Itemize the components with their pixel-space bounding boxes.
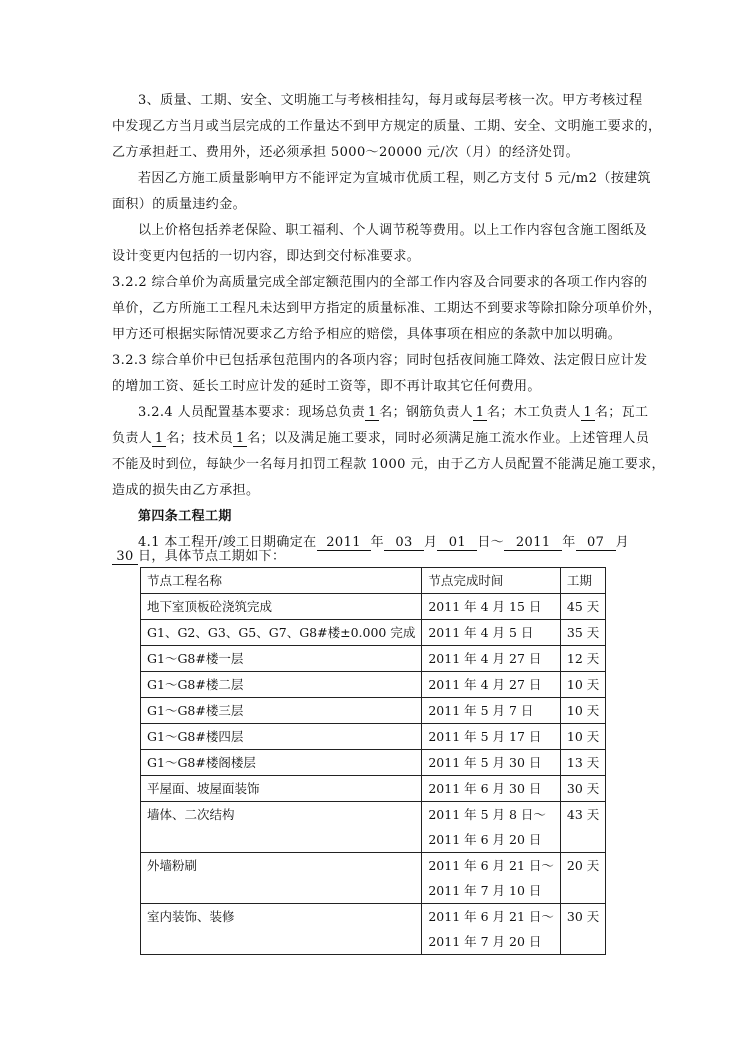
sched-text-month2: 月 (615, 535, 630, 550)
start-day: 01 (437, 536, 477, 551)
para-staffing-line4: 造成的损失由乙方承担。 (112, 483, 260, 498)
para-3-2-2-line2: 单价，乙方所施工工程凡未达到甲方指定的质量标准、工期达不到要求等除扣除分项单价外， (112, 301, 662, 316)
duration-cell: 10 天 (560, 672, 605, 698)
staffing-total-count: 1 (365, 406, 379, 421)
para-quality-penalty-line2: 中发现乙方当月或当层完成的工作量达不到甲方规定的质量、工期、安全、文明施工要求的， (112, 119, 662, 134)
table-row (141, 853, 606, 904)
end-month: 07 (576, 536, 616, 551)
para-staffing-line1 (138, 405, 649, 421)
para-staffing-line2 (112, 431, 650, 447)
staffing-text-c: 名；瓦工 (594, 405, 649, 420)
duration-cell: 35 天 (560, 620, 605, 646)
finish-time-cell: 2011 年 4 月 15 日 (422, 594, 561, 620)
node-name-cell: G1～G8#楼阁楼层 (141, 750, 422, 776)
node-name-cell: G1、G2、G3、G5、G7、G8#楼±0.000 完成 (141, 620, 422, 646)
sched-intro: 4.1 本工程开/竣工日期确定在 (138, 535, 317, 550)
staffing-text-b: 名；木工负责人 (487, 405, 581, 420)
finish-time-cell: 2011 年 4 月 27 日 (422, 646, 561, 672)
sched-text-end: 日，具体节点工期如下： (138, 549, 286, 564)
finish-time-start: 2011 年 5 月 8 日～ (428, 807, 546, 822)
start-year: 2011 (317, 536, 371, 551)
finish-time-cell (422, 853, 561, 904)
staffing-text-d: 负责人 (112, 431, 153, 446)
node-name-cell: 室内装饰、装修 (141, 904, 422, 955)
start-month: 03 (384, 536, 424, 551)
node-name-cell: 地下室顶板砼浇筑完成 (141, 594, 422, 620)
schedule-table (140, 567, 606, 955)
para-quality-award-line2: 面积）的质量违约金。 (112, 197, 247, 212)
duration-cell: 30 天 (560, 776, 605, 802)
table-row (141, 904, 606, 955)
duration-cell: 13 天 (560, 750, 605, 776)
finish-time-start: 2011 年 6 月 21 日～ (428, 858, 554, 873)
node-name-cell: 墙体、二次结构 (141, 802, 422, 853)
finish-time-end: 2011 年 6 月 20 日 (428, 832, 542, 847)
duration-cell: 45 天 (560, 594, 605, 620)
finish-time-cell: 2011 年 4 月 5 日 (422, 620, 561, 646)
staffing-text-e: 名；技术员 (166, 431, 234, 446)
finish-time-end: 2011 年 7 月 20 日 (428, 934, 542, 949)
staffing-text-a: 名；钢筋负责人 (379, 405, 474, 420)
para-quality-penalty-line3: 乙方承担赶工、费用外，还必须承担 5000～20000 元/次（月）的经济处罚。 (112, 145, 580, 160)
staffing-rebar-count: 1 (473, 406, 487, 421)
table-row (141, 594, 606, 620)
duration-cell: 12 天 (560, 646, 605, 672)
para-price-scope-line2: 设计变更内包括的一切内容，即达到交付标准要求。 (112, 249, 421, 264)
para-3-2-3-line1: 3.2.3 综合单价中已包括承包范围内的各项内容；同时包括夜间施工降效、法定假日应计发 (112, 353, 648, 368)
header-finish-time: 节点完成时间 (422, 568, 561, 594)
table-row (141, 750, 606, 776)
table-row (141, 672, 606, 698)
duration-cell: 30 天 (560, 904, 605, 955)
finish-time-cell: 2011 年 5 月 17 日 (422, 724, 561, 750)
node-name-cell: G1～G8#楼三层 (141, 698, 422, 724)
section-heading-schedule: 第四条工程工期 (138, 509, 232, 524)
end-year: 2011 (504, 536, 562, 551)
finish-time-cell: 2011 年 5 月 7 日 (422, 698, 561, 724)
header-node-name: 节点工程名称 (141, 568, 422, 594)
para-4-1-line2 (112, 549, 642, 565)
para-3-2-2-line3: 甲方还可根据实际情况要求乙方给予相应的赔偿，具体事项在相应的条款中加以明确。 (112, 327, 622, 342)
sched-text-year: 年 (370, 535, 384, 550)
duration-cell: 10 天 (560, 724, 605, 750)
para-price-scope-line1: 以上价格包括养老保险、职工福利、个人调节税等费用。以上工作内容包含施工图纸及 (138, 223, 648, 238)
sched-text-year2: 年 (562, 535, 576, 550)
para-quality-award-line1: 若因乙方施工质量影响甲方不能评定为宣城市优质工程，则乙方支付 5 元/m2（按建筑 (138, 171, 651, 186)
table-header-row (141, 568, 606, 594)
node-name-cell: 平屋面、坡屋面装饰 (141, 776, 422, 802)
table-row (141, 776, 606, 802)
node-name-cell: G1～G8#楼二层 (141, 672, 422, 698)
para-3-2-2-line1: 3.2.2 综合单价为高质量完成全部定额范围内的全部工作内容及合同要求的各项工作内容的 (112, 275, 648, 290)
duration-cell: 43 天 (560, 802, 605, 853)
table-row (141, 802, 606, 853)
table-row (141, 620, 606, 646)
finish-time-cell (422, 802, 561, 853)
header-duration: 工期 (560, 568, 605, 594)
end-day: 30 (112, 550, 138, 565)
duration-cell: 10 天 (560, 698, 605, 724)
node-name-cell: G1～G8#楼四层 (141, 724, 422, 750)
duration-cell: 20 天 (560, 853, 605, 904)
para-quality-penalty-line1: 3、质量、工期、安全、文明施工与考核相挂勾，每月或每层考核一次。甲方考核过程 (138, 93, 643, 108)
staffing-mason-count: 1 (152, 432, 166, 447)
finish-time-cell: 2011 年 4 月 27 日 (422, 672, 561, 698)
finish-time-cell (422, 904, 561, 955)
sched-text-day-to: 日～ (477, 535, 505, 550)
staffing-intro: 3.2.4 人员配置基本要求：现场总负责 (138, 405, 366, 420)
table-row (141, 646, 606, 672)
staffing-carpenter-count: 1 (581, 406, 595, 421)
table-row (141, 698, 606, 724)
finish-time-end: 2011 年 7 月 10 日 (428, 883, 542, 898)
para-3-2-3-line2: 的增加工资、延长工时应计发的延时工资等，即不再计取其它任何费用。 (112, 379, 541, 394)
node-name-cell: 外墙粉刷 (141, 853, 422, 904)
finish-time-cell: 2011 年 5 月 30 日 (422, 750, 561, 776)
para-staffing-line3: 不能及时到位，每缺少一名每月扣罚工程款 1000 元，由于乙方人员配置不能满足施工要求， (112, 457, 665, 472)
staffing-text-f: 名；以及满足施工要求，同时必须满足施工流水作业。上述管理人员 (247, 431, 650, 446)
finish-time-start: 2011 年 6 月 21 日～ (428, 909, 554, 924)
table-row (141, 724, 606, 750)
finish-time-cell: 2011 年 6 月 30 日 (422, 776, 561, 802)
node-name-cell: G1～G8#楼一层 (141, 646, 422, 672)
staffing-tech-count: 1 (233, 432, 247, 447)
sched-text-month: 月 (424, 535, 438, 550)
